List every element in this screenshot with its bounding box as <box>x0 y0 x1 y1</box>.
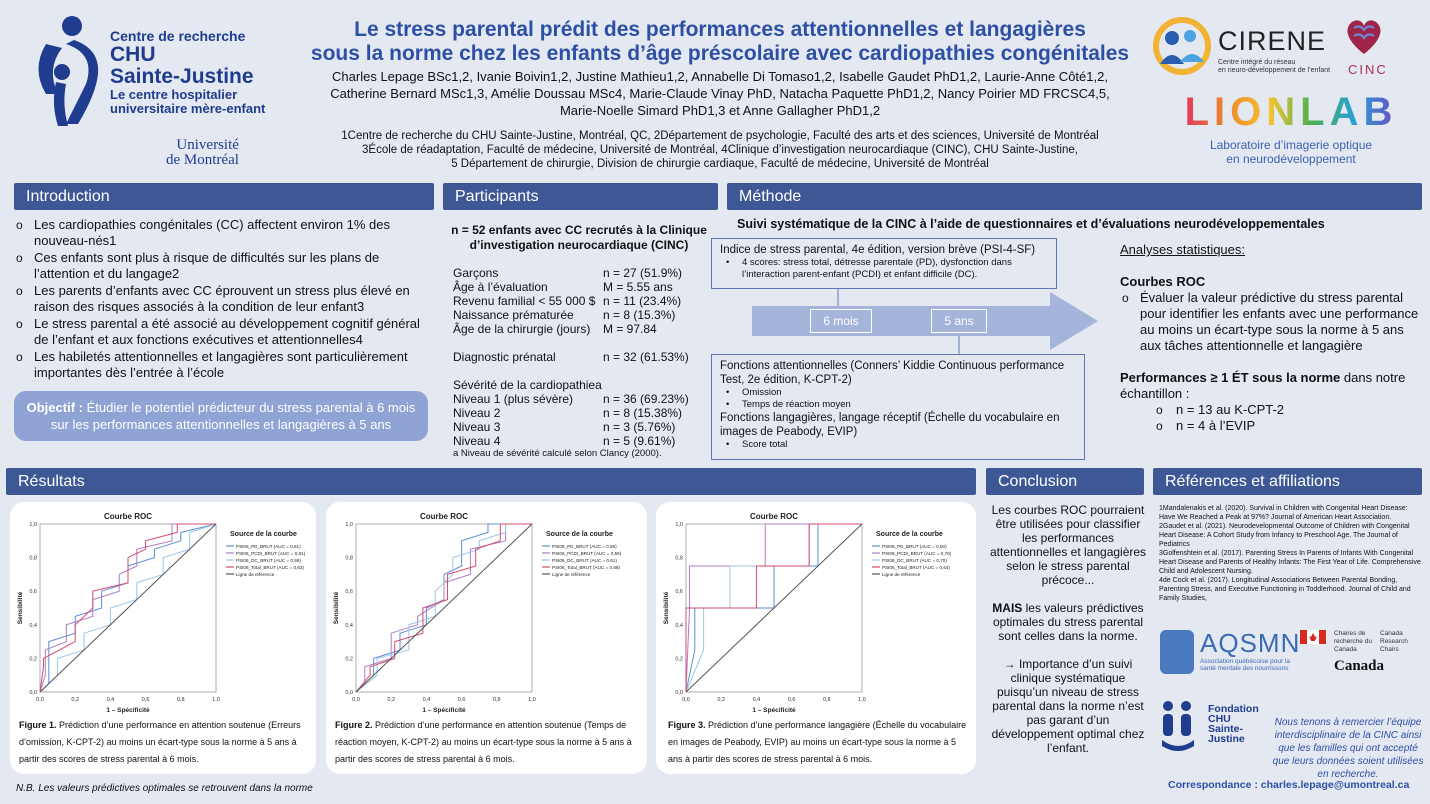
aqsmn-sub1: Association québécoise pour la <box>1200 658 1290 665</box>
intro-bullet-2: o Ces enfants sont plus à risque de difficultés sur les plans de l’attention et du langage2 <box>14 250 434 282</box>
row-value: n = 36 (69.23%) <box>603 392 689 406</box>
aqsmn-wordmark: AQSMN <box>1200 628 1301 658</box>
timeline-arrow-icon <box>752 288 1102 354</box>
participant-row <box>453 350 723 364</box>
cirene-sub2: en neuro-développement de l’enfant <box>1218 67 1331 74</box>
evip-title: Fonctions langagières, langage réceptif (Échelle du vocabulaire en images de Peabody, EVIP) <box>720 412 1060 438</box>
roc-title: Courbes ROC <box>1120 274 1206 289</box>
x-tick-label: 0,0 <box>36 697 44 703</box>
chu-line5: universitaire mère-enfant <box>110 101 266 116</box>
y-tick-label: 0,4 <box>675 622 683 629</box>
legend-entry: Ligne de référence <box>882 572 921 577</box>
chaires-fr: Chaires de recherche du Canada <box>1334 630 1372 653</box>
x-tick-label: 0,6 <box>141 697 150 703</box>
y-tick-label: 0,6 <box>345 589 353 596</box>
results-note: N.B. Les valeurs prédictives optimales se retrouvent dans la norme <box>16 783 313 794</box>
row-value: n = 3 (5.76%) <box>603 420 676 434</box>
lionlab-logo <box>1160 90 1422 166</box>
legend-title: Source de la courbe <box>546 531 613 538</box>
objectif-box <box>14 391 428 441</box>
fondation-line2: CHU <box>1208 713 1231 725</box>
x-axis-label: 1 – Spécificité <box>422 707 466 714</box>
y-tick-label: 0,0 <box>29 690 37 696</box>
y-tick-label: 0,8 <box>675 555 683 562</box>
row-value: M = 97.84 <box>603 322 657 336</box>
fondation-line3: Sainte- <box>1208 723 1244 735</box>
y-axis-label: Sensibilité <box>663 591 670 625</box>
row-key: Garçons <box>453 266 499 280</box>
perf-item: o n = 4 à l’EVIP <box>1156 418 1256 433</box>
severity-title <box>453 378 723 392</box>
x-tick-label: 0,6 <box>457 697 466 703</box>
canada-flag-icon <box>1300 630 1326 644</box>
fondation-text <box>1208 704 1259 744</box>
kcpt-bullet-text: Omission <box>742 387 782 398</box>
chu-line2: CHU <box>110 43 156 66</box>
legend-title: Source de la courbe <box>876 531 943 538</box>
udem-line2: de Montréal <box>166 152 239 168</box>
y-tick-label: 0,2 <box>29 656 37 663</box>
participant-row <box>453 266 723 280</box>
methode-subtitle: Suivi systématique de la CINC à l’aide de questionnaires et d’évaluations neurodéveloppementales <box>737 217 1325 231</box>
fig-label: Figure 1. <box>19 720 57 730</box>
y-tick-label: 1,0 <box>29 522 37 528</box>
legend-entry: PSI06_DC_BRUT (AUC = 0,61) <box>552 558 617 563</box>
fig-label: Figure 3. <box>668 720 706 730</box>
row-value: n = 32 (61.53%) <box>603 350 689 364</box>
roc-chart-1 <box>10 502 316 714</box>
chaires-en: Canada Research Chairs <box>1380 630 1408 653</box>
cirene-people-icon <box>1152 16 1212 76</box>
x-tick-label: 0,2 <box>71 697 80 703</box>
legend-entry: Ligne de référence <box>236 572 275 577</box>
chart-title: Courbe ROC <box>750 512 798 521</box>
fondation-logo <box>1160 698 1270 754</box>
poster-title-1: Le stress parental prédit des performances attentionnelles et langagières <box>354 18 1086 41</box>
evip-bullet-text: Score total <box>742 439 788 450</box>
legend-entry: PSI06_PCDI_BRUT (AUC = 0,58) <box>552 551 622 556</box>
cirene-subtitle <box>1218 59 1330 75</box>
intro-bullet-3: o Les parents d’enfants avec CC éprouvent un stress plus élevé en raison des risques associés à la condition de leur enfant3 <box>14 283 434 315</box>
psi-box <box>711 238 1057 289</box>
affil-line3: 5 Département de chirurgie, Division de chirurgie cardiaque, Faculté de médecine, Université de Montréal <box>451 158 989 170</box>
chart-title: Courbe ROC <box>420 512 468 521</box>
chu-line3: Sainte-Justine <box>110 65 254 88</box>
perf-bold: Performances ≥ 1 ÉT sous la norme <box>1120 370 1341 385</box>
x-tick-label: 1,0 <box>212 697 220 703</box>
analyses-panel <box>1120 242 1420 434</box>
outcomes-box <box>711 354 1085 460</box>
reference-item: 4de Cock et al. (2017). Longitudinal Associations Between Parental Bonding, Parenting Stress, and Executive Functioning in Toddlerhood. Journal of Child and Family Studies, <box>1159 577 1411 602</box>
kcpt-bullet-text: Temps de réaction moyen <box>742 399 851 410</box>
y-tick-label: 0,6 <box>29 589 37 596</box>
x-axis-label: 1 – Spécificité <box>752 707 796 714</box>
x-tick-label: 0,8 <box>492 697 501 703</box>
roc-text: Évaluer la valeur prédictive du stress parental pour identifier les enfants avec une performance au moins un écart-type sous la norme à 5 ans aux tâches attentionnelle et langagière <box>1140 290 1419 353</box>
aqsmn-logo <box>1160 628 1300 678</box>
y-tick-label: 0,8 <box>345 555 353 562</box>
section-header-references: Références et affiliations <box>1153 468 1422 495</box>
participant-row <box>453 322 723 336</box>
udem-line1: Université <box>176 137 239 153</box>
legend-entry: PSI06_Total_BRUT (AUC = 0,58) <box>552 565 620 570</box>
section-header-methode: Méthode <box>727 183 1422 210</box>
row-key: Niveau 4 <box>453 434 501 448</box>
roc-chart-2 <box>326 502 647 714</box>
perf-item-text: n = 4 à l’EVIP <box>1176 418 1256 433</box>
chart-title: Courbe ROC <box>104 512 152 521</box>
figure-2-card <box>326 502 647 774</box>
row-key: Niveau 2 <box>453 406 501 420</box>
row-key: Âge de la chirurgie (jours) <box>453 322 591 336</box>
fig-text: Prédiction d’une performance langagière (Échelle du vocabulaire en images de Peabody, EVIP) au moins un écart-type sous la norme à 5 ans à partir des scores de stress parental à 6 mois. <box>668 720 967 764</box>
affil-line1: 1Centre de recherche du CHU Sainte-Justine, Montréal, QC, 2Département de psychologie, Faculté des arts et des sciences, Université de Montréal <box>341 130 1099 142</box>
row-value: n = 8 (15.38%) <box>603 406 683 420</box>
severity-row <box>453 434 723 448</box>
references-list <box>1159 504 1421 603</box>
perf-item-text: n = 13 au K-CPT-2 <box>1176 402 1285 417</box>
severity-row <box>453 406 723 420</box>
x-tick-label: 0,8 <box>822 697 831 703</box>
y-tick-label: 0,8 <box>29 555 37 562</box>
row-key: Niveau 1 (plus sévère) <box>453 392 574 406</box>
x-axis-label: 1 – Spécificité <box>106 707 150 714</box>
y-tick-label: 0,0 <box>345 690 353 696</box>
kcpt-title: Fonctions attentionnelles (Conners’ Kiddie Continuous performance Test, 2e édition, K-CPT-2) <box>720 360 1065 386</box>
row-key: Diagnostic prénatal <box>453 350 556 364</box>
participant-row <box>453 294 723 308</box>
severity-title-text: Sévérité de la cardiopathiea <box>453 378 602 392</box>
x-tick-label: 0,0 <box>682 697 690 703</box>
section-header-participants: Participants <box>443 183 718 210</box>
x-tick-label: 0,4 <box>752 697 761 703</box>
y-tick-label: 1,0 <box>675 522 683 528</box>
lionlab-sub1: Laboratoire d’imagerie optique <box>1209 138 1373 152</box>
canada-wordmark: Canada <box>1334 658 1385 674</box>
severity-row <box>453 420 723 434</box>
figure-3-caption <box>668 717 968 768</box>
row-value: M = 5.55 ans <box>603 280 673 294</box>
conclusion-p2-text: les valeurs prédictives optimales du stress parental sont celles dans la norme. <box>992 601 1144 643</box>
analyses-title: Analyses statistiques: <box>1120 242 1246 257</box>
y-axis-label: Sensibilité <box>17 591 24 625</box>
conclusion-p2 <box>989 601 1147 643</box>
intro-bullet-1: o Les cardiopathies congénitales (CC) affectent environ 1% des nouveau-nés1 <box>14 217 434 249</box>
legend-title: Source de la courbe <box>230 531 297 538</box>
participants-headline: n = 52 enfants avec CC recrutés à la Clinique d’investigation neurocardiaque (CINC) <box>451 223 707 252</box>
y-tick-label: 0,4 <box>29 622 37 629</box>
intro-bullet-5: o Les habiletés attentionnelles et langagières sont particulièrement importantes dès l’entrée à l’école <box>14 349 434 381</box>
y-tick-label: 0,6 <box>675 589 683 596</box>
psi-bullet: • 4 scores: stress total, détresse parentale (PD), dysfonction dans l’interaction parent-enfant (PCDI) et enfant difficile (DC). <box>726 257 1012 280</box>
legend-entry: PSI06_DC_BRUT (AUC = 0,70) <box>882 558 947 563</box>
roc-chart-3 <box>656 502 976 714</box>
authors-line2: Catherine Bernard MSc1,3, Amélie Doussau MSc4, Marie-Claude Vinay PhD, Natacha Paquette PhD1,2, Nancy Poirier MD FRCSC4,5, <box>330 86 1110 101</box>
y-tick-label: 1,0 <box>345 522 353 528</box>
aqsmn-mark-icon <box>1160 630 1194 674</box>
fondation-line4: Justine <box>1208 733 1245 745</box>
cirene-logo <box>1152 14 1422 84</box>
fig-text: Prédiction d’une performance en attention soutenue (Temps de réaction moyen, K-CPT-2) au moins un écart-type sous la norme à 5 ans à partir des scores de stress parental à 6 mois. <box>335 720 632 764</box>
conclusion-mais: MAIS <box>992 601 1023 615</box>
row-key: Âge à l’évaluation <box>453 280 548 294</box>
lionlab-sub2: en neurodéveloppement <box>1226 152 1356 166</box>
row-key: Niveau 3 <box>453 420 501 434</box>
legend-entry: PSI06_PD_BRUT (AUC = 0,61) <box>236 544 301 549</box>
row-key: Revenu familial < 55 000 $ <box>453 294 596 308</box>
cinc-heart-brain-icon <box>1342 14 1386 58</box>
x-tick-label: 0,2 <box>717 697 726 703</box>
intro-bullet-4: o Le stress parental a été associé au développement cognitif général de l’enfant et aux fonctions exécutives et attentionnelles4 <box>14 316 434 348</box>
cirene-sub1: Centre intégré du réseau <box>1218 59 1296 66</box>
fondation-line1: Fondation <box>1208 703 1259 715</box>
timeline-5-years: 5 ans <box>931 309 987 333</box>
x-tick-label: 1,0 <box>528 697 536 703</box>
aqsmn-sub <box>1200 658 1290 672</box>
authors <box>300 68 1140 119</box>
reference-item: 3Golfenshtein et al. (2017). Parenting Stress In Parents of Infants With Congenital Heart Disease and Parents of Healthy Infants: The First Year of Life. Comprehensive Child and Adolescent Nursing. <box>1159 550 1421 575</box>
y-tick-label: 0,2 <box>675 656 683 663</box>
legend-entry: PSI06_Total_BRUT (AUC = 0,63) <box>236 565 304 570</box>
fig-label: Figure 2. <box>335 720 373 730</box>
x-tick-label: 0,2 <box>387 697 396 703</box>
x-tick-label: 1,0 <box>858 697 866 703</box>
objectif-text: Étudier le potentiel prédicteur du stress parental à 6 mois sur les performances attentionnelles et langagières à 5 ans <box>50 400 416 432</box>
legend-entry: PSI06_PCDI_BRUT (AUC = 0,70) <box>882 551 952 556</box>
row-value: n = 5 (9.61%) <box>603 434 676 448</box>
lionlab-letters: LIONLAB <box>1184 90 1398 134</box>
authors-line3: Marie-Noelle Simard PhD1,3 et Anne Gallagher PhD1,2 <box>559 103 881 118</box>
poster-title-2: sous la norme chez les enfants d’âge préscolaire avec cardiopathies congénitales <box>310 42 1130 65</box>
canada-chairs-logo <box>1300 630 1424 678</box>
perf-rest: dans notre échantillon : <box>1120 370 1406 401</box>
legend-entry: PSI06_PCDI_BRUT (AUC = 0,61) <box>236 551 306 556</box>
figure-1-card <box>10 502 316 774</box>
introduction-list <box>14 217 434 381</box>
conclusion-p1: Les courbes ROC pourraient être utilisées pour classifier les performances attentionnelles et langagières selon le stress parental précoce... <box>989 503 1147 587</box>
section-header-conclusion: Conclusion <box>986 468 1144 495</box>
figure-1-caption <box>19 717 311 768</box>
timeline-6-months: 6 mois <box>810 309 872 333</box>
correspondence: Correspondance : charles.lepage@umontreal.ca <box>1168 779 1410 791</box>
legend-entry: PSI06_DC_BRUT (AUC = 0,59) <box>236 558 301 563</box>
chu-line1: Centre de recherche <box>110 28 246 44</box>
kcpt-bullet: • Omission <box>726 387 782 398</box>
participant-row <box>453 308 723 322</box>
row-key: Naissance prématurée <box>453 308 574 322</box>
affiliations <box>300 129 1140 171</box>
x-tick-label: 0,4 <box>422 697 431 703</box>
cirene-wordmark: CIRENE <box>1218 26 1327 56</box>
kcpt-bullet: • Temps de réaction moyen <box>726 399 851 410</box>
perf-item: o n = 13 au K-CPT-2 <box>1156 402 1285 417</box>
legend-entry: Ligne de référence <box>552 572 591 577</box>
reference-item: 1Mandalenakis et al. (2020). Survival in Children with Congenital Heart Disease: Have We Reached a Peak at 97%? Journal of American Heart Association. <box>1159 505 1408 521</box>
severity-row <box>453 392 723 406</box>
title-block <box>300 18 1140 171</box>
legend-entry: PSI06_Total_BRUT (AUC = 0,64) <box>882 565 950 570</box>
chu-line4: Le centre hospitalier <box>110 87 238 102</box>
conclusion-p3: → Importance d’un suivi clinique systématique puisqu’un niveau de stress parental dans la norme n’est pas garant d’un développement optimal chez l’enfant. <box>991 657 1145 755</box>
figure-3-card <box>656 502 976 774</box>
reference-item: 2Gaudet et al. (2021). Neurodevelopmental Outcome of Children with Congenital Heart Disease: A Cohort Study from Infancy to Preschool Age. The Journal of Pediatrics <box>1159 523 1410 548</box>
legend-entry: PSI06_PD_BRUT (AUC = 0,50) <box>882 544 947 549</box>
y-tick-label: 0,2 <box>345 656 353 663</box>
authors-line1: Charles Lepage BSc1,2, Ivanie Boivin1,2, Justine Mathieu1,2, Annabelle Di Tomaso1,2, Isabelle Gaudet PhD1,2, Laurie-Anne Côté1,2, <box>332 69 1108 84</box>
y-tick-label: 0,4 <box>345 622 353 629</box>
legend-entry: PSI06_PD_BRUT (AUC = 0,59) <box>552 544 617 549</box>
evip-bullet: • Score total <box>726 439 788 450</box>
y-tick-label: 0,0 <box>675 690 683 696</box>
affil-line2: 3École de réadaptation, Faculté de médecine, Université de Montréal, 4Clinique d’investigation neurocardiaque (CINC), CHU Sainte-Justine, <box>362 144 1078 156</box>
participant-row <box>453 280 723 294</box>
introduction-body <box>14 217 434 382</box>
conclusion-body <box>989 503 1147 755</box>
section-header-resultats: Résultats <box>6 468 976 495</box>
roc-bullet: o Évaluer la valeur prédictive du stress parental pour identifier les enfants avec une performance au moins un écart-type sous la norme à 5 ans aux tâches attentionnelle et langagière <box>1122 290 1419 353</box>
fondation-figures-icon <box>1160 700 1196 748</box>
objectif-label: Objectif : <box>26 400 83 415</box>
aqsmn-sub2: santé mentale des nourrissons <box>1200 665 1289 672</box>
y-axis-label: Sensibilité <box>333 591 340 625</box>
figure-2-caption <box>335 717 640 768</box>
udem-logo <box>166 138 239 168</box>
participants-table <box>453 266 723 460</box>
thanks-note: Nous tenons à remercier l’équipe interdisciplinaire de la CINC ainsi que les familles qui ont accepté que leurs données soient utilisées en recherche. <box>1272 717 1424 780</box>
section-header-introduction: Introduction <box>14 183 434 210</box>
lionlab-wordmark <box>1160 90 1422 134</box>
psi-bullet-text: 4 scores: stress total, détresse parentale (PD), dysfonction dans l’interaction parent-enfant (PCDI) et enfant difficile (DC). <box>742 257 1012 280</box>
row-value: n = 11 (23.4%) <box>603 294 682 308</box>
x-tick-label: 0,8 <box>176 697 185 703</box>
cinc-wordmark: CINC <box>1348 62 1388 77</box>
row-value: n = 27 (51.9%) <box>603 266 683 280</box>
x-tick-label: 0,4 <box>106 697 115 703</box>
x-tick-label: 0,0 <box>352 697 360 703</box>
psi-title: Indice de stress parental, 4e édition, version brève (PSI-4-SF) <box>720 244 1036 256</box>
perf-text <box>1120 370 1420 402</box>
fig-text: Prédiction d’une performance en attention soutenue (Erreurs d’omission, K-CPT-2) au moins un écart-type sous la norme à 5 ans à partir des scores de stress parental à 6 mois. <box>19 720 301 764</box>
row-value: n = 8 (15.3%) <box>603 308 676 322</box>
severity-footnote: a Niveau de sévérité calculé selon Clancy (2000). <box>453 448 662 459</box>
x-tick-label: 0,6 <box>787 697 796 703</box>
chu-logo <box>26 14 266 174</box>
chu-mother-child-icon <box>26 14 106 129</box>
